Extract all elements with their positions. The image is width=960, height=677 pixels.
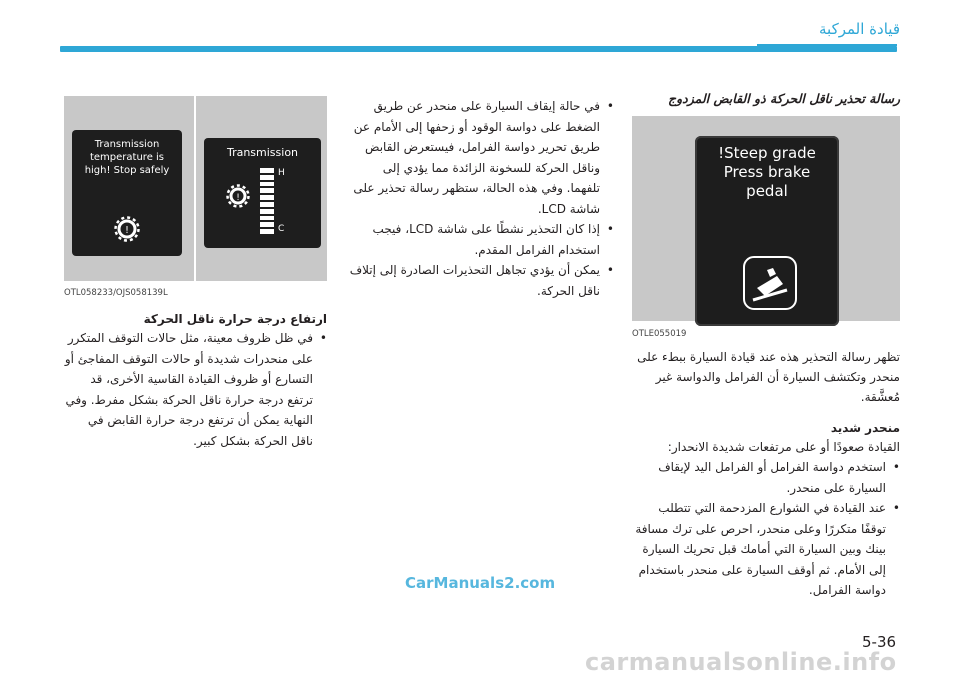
figure-code-right: OTLE055019 <box>632 329 687 339</box>
steep-intro: القيادة صعودًا أو على مرتفعات شديدة الانحدار: <box>667 440 900 454</box>
gauge-bar <box>260 216 274 221</box>
screen-line: Steep grade! <box>718 144 816 162</box>
list-item: • في حالة إيقاف السيارة على منحدر عن طريق الضغط على دواسة الوقود أو زحفها إلى الأمام عن طريق تحرير دواسة الفرامل، فيستعرض القابض وناقل الحركة للسخونة الزائدة مما يؤدي إلى تلفهما. وفي هذه الحالة، ستظهر رسالة تحذير على شاشة LCD. <box>348 96 614 219</box>
svg-text:!: ! <box>124 225 130 236</box>
warning-paragraph: تظهر رسالة التحذير هذه عند قيادة السيارة ببطء على منحدر وتكتشف السيارة أن الفرامل والدواسة غير مُعشَّقة. <box>637 350 900 404</box>
right-column <box>632 90 900 601</box>
screen-line: Press brake <box>723 163 811 181</box>
svg-text:!: ! <box>236 193 240 203</box>
transmission-gauge-panel <box>204 138 321 248</box>
page-number: 5-36 <box>862 633 897 651</box>
middle-column <box>348 96 614 301</box>
transmission-temp-message <box>72 130 182 177</box>
list-item: • يمكن أن يؤدي تجاهل التحذيرات الصادرة إلى إتلاف ناقل الحركة. <box>348 260 614 301</box>
gauge-bar <box>260 209 274 214</box>
middle-bullets <box>348 96 614 301</box>
header-rule <box>60 46 897 52</box>
transmission-figure <box>64 96 327 281</box>
gauge-bar <box>260 202 274 207</box>
figure-code-left: OTL058233/OJS058139L <box>64 288 168 298</box>
figure-divider <box>194 96 196 281</box>
section-title-dct-warning: رسالة تحذير ناقل الحركة ذو القابض المزدوج <box>668 91 900 106</box>
temperature-gauge-bars <box>260 168 274 234</box>
watermark: CarManuals2.com <box>405 574 556 592</box>
subsection-title-steep-grade: منحدر شديد <box>830 421 900 435</box>
transmission-gear-icon <box>114 216 140 242</box>
list-item: • إذا كان التحذير نشطًا على شاشة LCD، فيجب استخدام الفرامل المقدم. <box>348 219 614 260</box>
message-line: temperature is <box>89 152 165 163</box>
left-column <box>64 96 327 451</box>
gauge-bar <box>260 168 274 173</box>
steep-grade-message <box>695 144 839 201</box>
gauge-bar <box>260 188 274 193</box>
transmission-gear-icon <box>226 184 250 208</box>
list-item: • في ظل ظروف معينة، مثل حالات التوقف المتكرر على منحدرات شديدة أو حالات التوقف المفاجئ أو التسارع أو ظروف القيادة القاسية الأخرى، قد ترتفع درجة حرارة ناقل الحركة بشكل مفرط. وفي النهاية يمكن أن ترتفع درجة حرارة القابض في ناقل الحركة بشكل كبير. <box>64 328 327 451</box>
gauge-bar <box>260 182 274 187</box>
message-line: Transmission <box>94 139 160 150</box>
list-item: • عند القيادة في الشوارع المزدحمة التي تتطلب توقفًا متكررًا وعلى منحدر، احرص على ترك مسافة بينك وبين السيارة التي أمامك قبل تحريك السيارة إلى الأمام. ثم أوقف السيارة على منحدر باستخدام دواسة الفرامل. <box>632 498 900 601</box>
screen-line: pedal <box>746 182 788 200</box>
gauge-hot-label: H <box>278 168 285 178</box>
gauge-cold-label: C <box>278 224 285 234</box>
message-line: high! Stop safely <box>84 165 170 176</box>
gauge-bar <box>260 175 274 180</box>
overheat-bullets <box>64 328 327 451</box>
chapter-title: قيادة المركبة <box>819 20 900 38</box>
gauge-bar <box>260 222 274 227</box>
gauge-bar <box>260 195 274 200</box>
gauge-title: Transmission <box>226 146 299 159</box>
list-item: • استخدم دواسة الفرامل أو الفرامل اليد لإيقاف السيارة على منحدر. <box>632 457 900 498</box>
gauge-bar <box>260 229 274 234</box>
transmission-message-panel <box>72 130 182 256</box>
footer-logo: carmanualsonline.info <box>585 648 897 676</box>
steep-bullets <box>632 457 900 601</box>
brake-pedal-icon <box>743 256 797 310</box>
steep-grade-figure <box>632 116 900 321</box>
section-title-transmission-overheat: ارتفاع درجة حرارة ناقل الحركة <box>143 312 327 326</box>
cluster-screen <box>695 136 839 326</box>
